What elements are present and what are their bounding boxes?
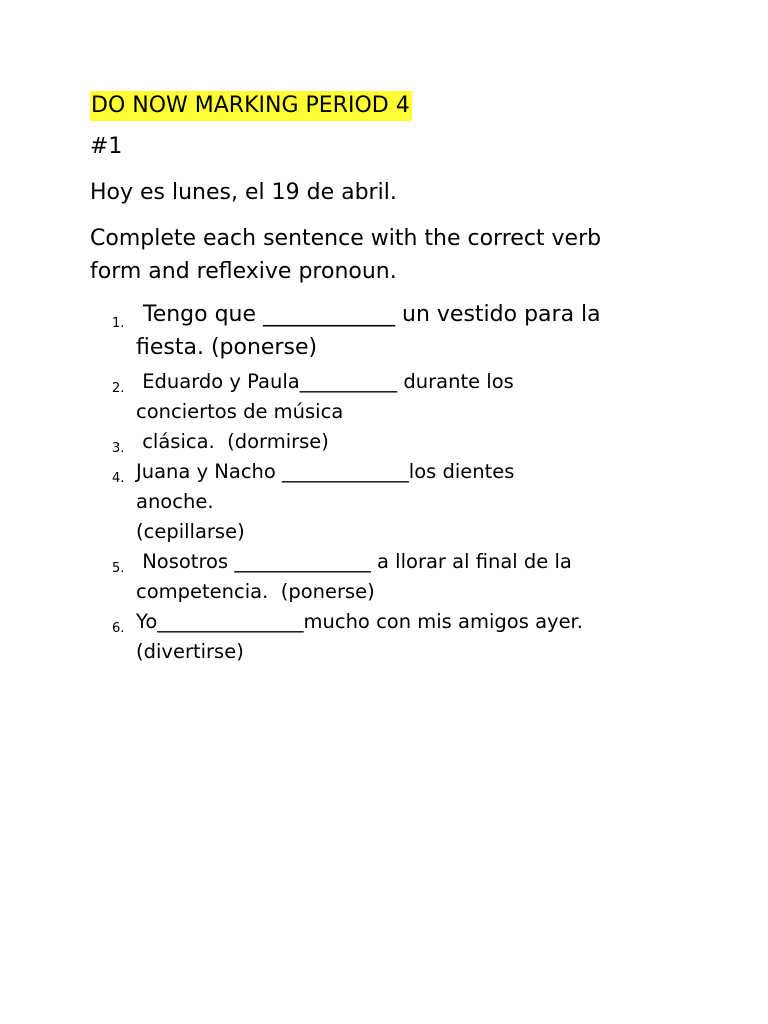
list-marker: 4. <box>112 471 125 486</box>
item-text: Yo_______________mucho con mis amigos ayer. <box>136 610 583 633</box>
instructions-line: Complete each sentence with the correct verb <box>90 226 602 251</box>
item-text: (divertirse) <box>136 640 244 663</box>
item-text: clásica. (dormirse) <box>136 430 329 453</box>
item-text: conciertos de música <box>136 400 344 423</box>
item-text: competencia. (ponerse) <box>136 580 375 603</box>
item-text: Eduardo y Paula__________ durante los <box>136 370 514 393</box>
list-marker: 2. <box>112 381 125 396</box>
list-item <box>90 457 710 547</box>
document-title-row <box>90 84 710 128</box>
item-text: Juana y Nacho _____________los dientes <box>136 460 515 483</box>
list-marker: 1. <box>112 316 125 331</box>
item-text: Tengo que ____________ un vestido para la <box>136 302 601 327</box>
list-item <box>90 367 710 427</box>
instructions <box>90 222 710 288</box>
list-marker: 3. <box>112 441 125 456</box>
item-text: Nosotros ______________ a llorar al final de la <box>136 550 572 573</box>
list-marker: 5. <box>112 561 125 576</box>
item-text: (cepillarse) <box>136 520 245 543</box>
list-marker: 6. <box>112 621 125 636</box>
item-text: anoche. <box>136 490 214 513</box>
date-line: Hoy es lunes, el 19 de abril. <box>90 180 397 205</box>
exercise-number: #1 <box>90 134 123 159</box>
list-item <box>90 607 710 667</box>
list-item <box>90 298 710 364</box>
list-item <box>90 427 710 457</box>
document-page <box>90 84 710 667</box>
list-item <box>90 547 710 607</box>
document-title: DO NOW MARKING PERIOD 4 <box>90 91 412 121</box>
exercise-list <box>90 298 710 667</box>
item-text: fiesta. (ponerse) <box>136 335 318 360</box>
instructions-line: form and reflexive pronoun. <box>90 259 397 284</box>
